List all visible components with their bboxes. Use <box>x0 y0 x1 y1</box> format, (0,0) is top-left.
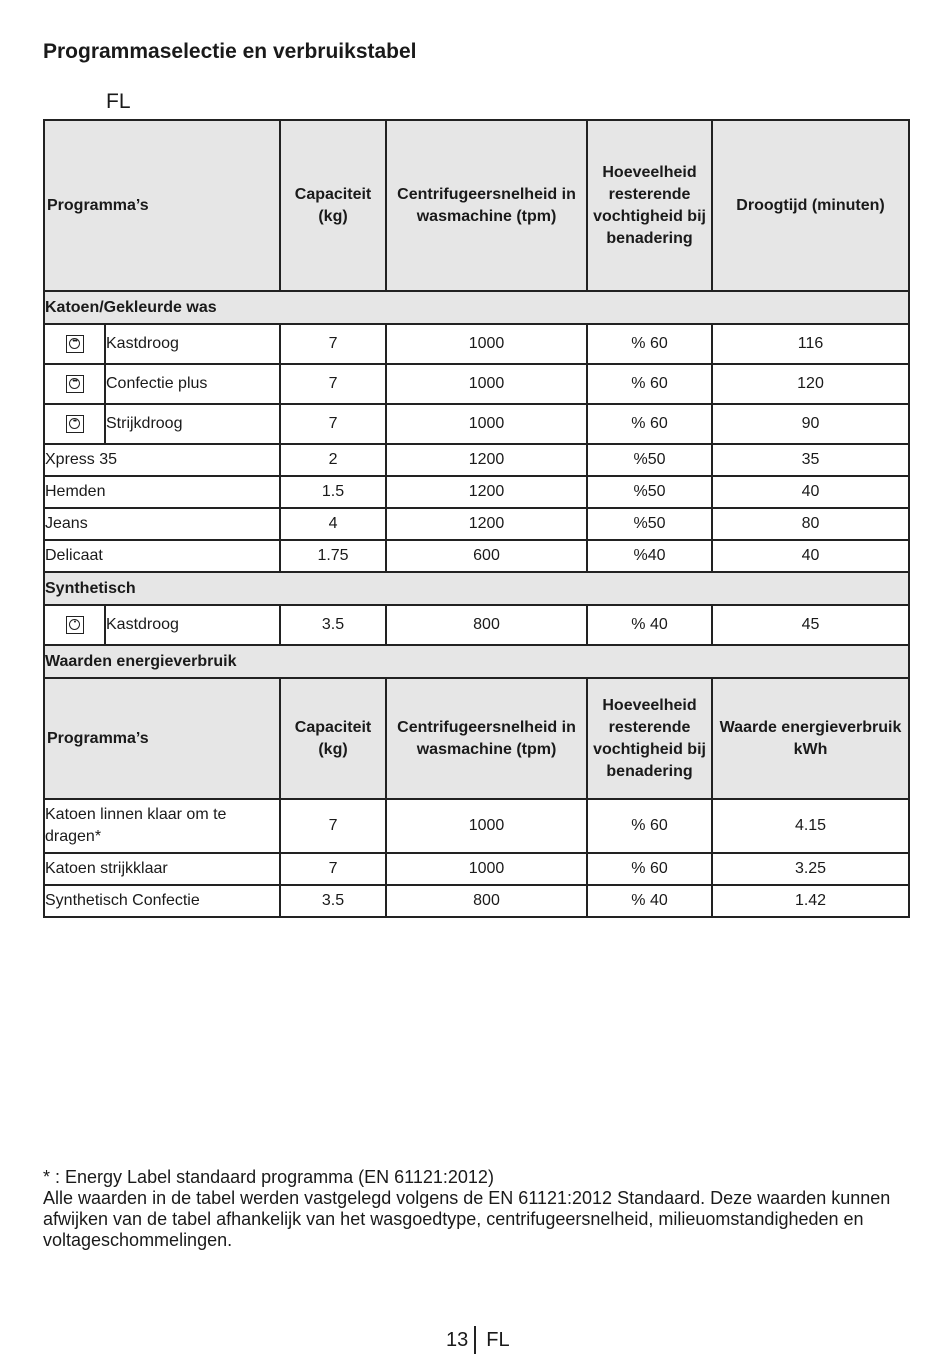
time-value: 40 <box>712 476 909 508</box>
table-row <box>44 404 909 444</box>
heat-dots: ••• <box>72 337 77 345</box>
three-dot-dry-icon <box>66 335 84 353</box>
heat-dots: • <box>73 618 76 626</box>
speed-value: 1200 <box>386 444 587 476</box>
speed-value: 1000 <box>386 799 587 853</box>
speed-value: 1000 <box>386 853 587 885</box>
capacity-value: 3.5 <box>280 605 386 645</box>
speed-value: 1000 <box>386 404 587 444</box>
energy-header-capaciteit: Capaciteit (kg) <box>280 678 386 799</box>
table-row <box>44 476 909 508</box>
energy-header-energie: Waarde energieverbruik kWh <box>712 678 909 799</box>
speed-value: 1000 <box>386 324 587 364</box>
program-name: Katoen linnen klaar om te dragen* <box>44 799 280 853</box>
heat-dots: •• <box>73 417 76 425</box>
program-name: Kastdroog <box>105 324 280 364</box>
kwh-value: 4.15 <box>712 799 909 853</box>
footer-separator <box>474 1326 476 1354</box>
program-name: Delicaat <box>44 540 280 572</box>
program-name: Katoen strijkklaar <box>44 853 280 885</box>
three-dot-dry-icon <box>66 375 84 393</box>
energy-header-centrifuge: Centrifugeersnelheid in wasmachine (tpm) <box>386 678 587 799</box>
heat-dots: ••• <box>72 377 77 385</box>
section-row <box>44 291 909 324</box>
energy-header-programmas: Programma’s <box>44 678 280 799</box>
section-row <box>44 572 909 605</box>
time-value: 116 <box>712 324 909 364</box>
table-row <box>44 444 909 476</box>
kwh-value: 1.42 <box>712 885 909 917</box>
section-energie: Waarden energieverbruik <box>44 645 909 678</box>
language-label: FL <box>106 90 131 113</box>
capacity-value: 7 <box>280 799 386 853</box>
program-table <box>43 119 910 918</box>
footnote-line-2: Alle waarden in de tabel werden vastgelegd volgens de EN 61121:2012 Standaard. Deze waarden kunnen afwijken van de tabel afhankelijk van het wasgoedtype, centrifugeersnelheid, milieuomstandigheden en voltageschommelingen. <box>43 1188 891 1250</box>
capacity-value: 7 <box>280 324 386 364</box>
energy-header-row <box>44 678 909 799</box>
header-programmas: Programma’s <box>44 120 280 291</box>
icon-cell <box>44 605 105 645</box>
capacity-value: 1.75 <box>280 540 386 572</box>
time-value: 40 <box>712 540 909 572</box>
header-capaciteit: Capaciteit (kg) <box>280 120 386 291</box>
time-value: 35 <box>712 444 909 476</box>
moisture-value: %40 <box>587 540 712 572</box>
table-row <box>44 885 909 917</box>
section-synthetisch: Synthetisch <box>44 572 909 605</box>
footer-lang: FL <box>486 1328 510 1351</box>
capacity-value: 3.5 <box>280 885 386 917</box>
time-value: 80 <box>712 508 909 540</box>
moisture-value: %50 <box>587 444 712 476</box>
table-header-row <box>44 120 909 291</box>
program-name: Kastdroog <box>105 605 280 645</box>
table-row <box>44 799 909 853</box>
moisture-value: % 60 <box>587 404 712 444</box>
capacity-value: 7 <box>280 853 386 885</box>
moisture-value: %50 <box>587 476 712 508</box>
table-row <box>44 324 909 364</box>
moisture-value: % 60 <box>587 324 712 364</box>
capacity-value: 1.5 <box>280 476 386 508</box>
two-dot-dry-icon <box>66 415 84 433</box>
header-centrifuge: Centrifugeersnelheid in wasmachine (tpm) <box>386 120 587 291</box>
moisture-value: % 60 <box>587 364 712 404</box>
capacity-value: 2 <box>280 444 386 476</box>
speed-value: 1200 <box>386 508 587 540</box>
moisture-value: % 60 <box>587 799 712 853</box>
speed-value: 800 <box>386 605 587 645</box>
section-katoen: Katoen/Gekleurde was <box>44 291 909 324</box>
program-name: Confectie plus <box>105 364 280 404</box>
header-vochtigheid: Hoeveelheid resterende vochtigheid bij benadering <box>587 120 712 291</box>
speed-value: 1200 <box>386 476 587 508</box>
table-row <box>44 508 909 540</box>
speed-value: 600 <box>386 540 587 572</box>
program-name: Hemden <box>44 476 280 508</box>
section-row <box>44 645 909 678</box>
capacity-value: 7 <box>280 404 386 444</box>
program-name: Jeans <box>44 508 280 540</box>
header-droogtijd: Droogtijd (minuten) <box>712 120 909 291</box>
capacity-value: 7 <box>280 364 386 404</box>
kwh-value: 3.25 <box>712 853 909 885</box>
page-title: Programmaselectie en verbruikstabel <box>43 40 417 63</box>
moisture-value: % 60 <box>587 853 712 885</box>
icon-cell <box>44 364 105 404</box>
time-value: 90 <box>712 404 909 444</box>
program-name: Synthetisch Confectie <box>44 885 280 917</box>
footnote <box>43 1167 903 1251</box>
footnote-line-1: * : Energy Label standaard programma (EN 61121:2012) <box>43 1167 494 1187</box>
moisture-value: % 40 <box>587 605 712 645</box>
table-row <box>44 853 909 885</box>
capacity-value: 4 <box>280 508 386 540</box>
speed-value: 1000 <box>386 364 587 404</box>
program-name: Xpress 35 <box>44 444 280 476</box>
time-value: 45 <box>712 605 909 645</box>
table-row <box>44 540 909 572</box>
icon-cell <box>44 324 105 364</box>
one-dot-dry-icon <box>66 616 84 634</box>
speed-value: 800 <box>386 885 587 917</box>
table-row <box>44 364 909 404</box>
moisture-value: %50 <box>587 508 712 540</box>
time-value: 120 <box>712 364 909 404</box>
energy-header-vochtigheid: Hoeveelheid resterende vochtigheid bij benadering <box>587 678 712 799</box>
program-name: Strijkdroog <box>105 404 280 444</box>
icon-cell <box>44 404 105 444</box>
moisture-value: % 40 <box>587 885 712 917</box>
page-number: 13 <box>446 1328 469 1351</box>
page-footer <box>446 1326 510 1354</box>
table-row <box>44 605 909 645</box>
